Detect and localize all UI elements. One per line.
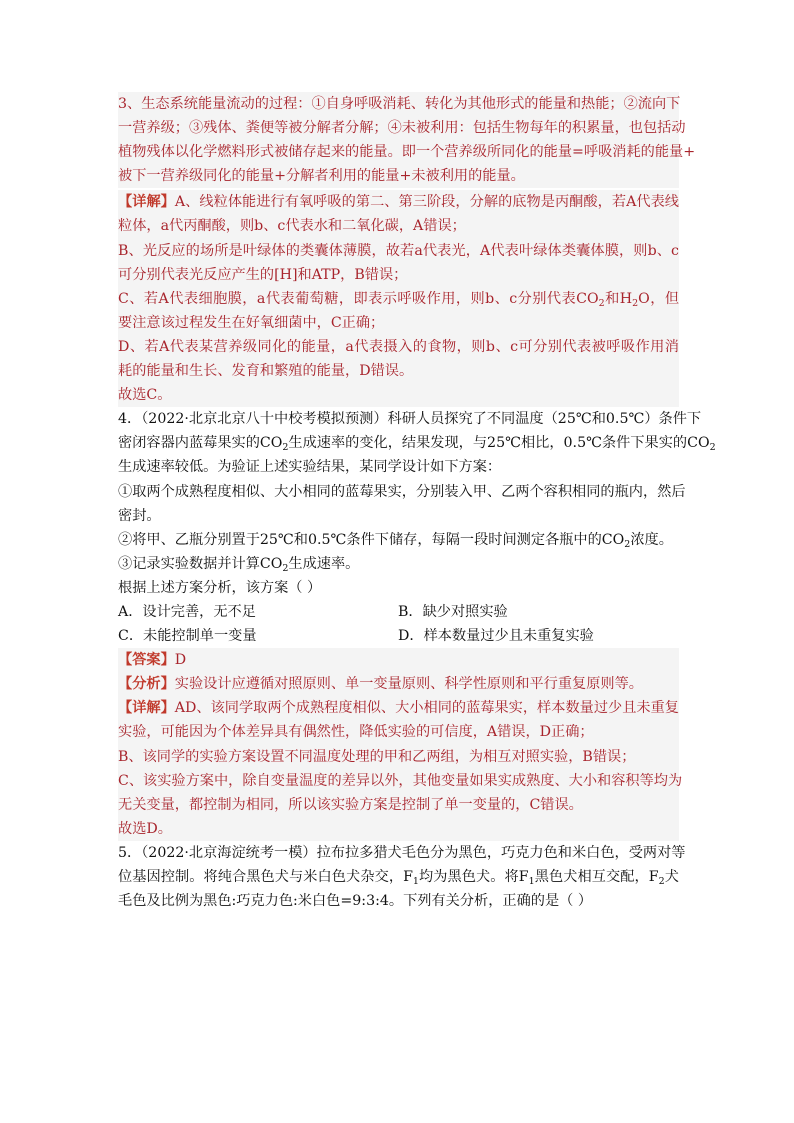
option-b: B．缺少对照实验	[398, 603, 508, 620]
detail-tag: 【详解】	[118, 194, 175, 211]
question-line: 生成速率较低。为验证上述实验结果，某同学设计如下方案：	[118, 459, 502, 476]
note-line: 被下一营养级同化的能量+分解者利用的能量+未被利用的能量。	[118, 168, 525, 185]
question-4	[118, 407, 716, 648]
option-c: C．未能控制单一变量	[118, 628, 257, 645]
detail-line: 实验，可能因为个体差异具有偶然性，降低实验的可信度，A错误，D正确；	[118, 724, 594, 741]
detail-line: D、若A代表某营养级同化的能量，a代表摄入的食物，则b、c可分别代表被呼吸作用消	[118, 338, 679, 355]
solution-section-q4	[118, 648, 683, 841]
note-line: 一营养级；③残体、粪便等被分解者分解；④未被利用：包括生物每年的积累量，也包括动	[118, 120, 686, 137]
note-line: 植物残体以化学燃料形式被储存起来的能量。即一个营养级所同化的能量=呼吸消耗的能量+	[118, 144, 696, 161]
question-line: 根据上述方案分析，该方案（ ）	[118, 579, 322, 596]
detail-line: B、该同学的实验方案设置不同温度处理的甲和乙两组，为相互对照实验，B错误；	[118, 748, 636, 765]
question-line: ①取两个成熟程度相似、大小相同的蓝莓果实，分别装入甲、乙两个容积相同的瓶内，然后	[118, 483, 686, 500]
detail-line: B、光反应的场所是叶绿体的类囊体薄膜，故若a代表光，A代表叶绿体类囊体膜，则b、c	[118, 242, 679, 259]
options-row	[118, 600, 679, 624]
question-5	[118, 841, 686, 913]
question-line: ②将甲、乙瓶分别置于25℃和0.5℃条件下储存，每隔一段时间测定各瓶中的$CO_2$浓度。	[118, 531, 673, 550]
detail-line: 耗的能量和生长、发育和繁殖的能量，D错误。	[118, 363, 414, 380]
detail-line: C、若A代表细胞膜，a代表葡萄糖，即表示呼吸作用，则b、c分别代表$CO_2$和$H_2O$，但	[118, 290, 680, 309]
detail-line: 粒体，a代丙酮酸，则b、c代表水和二氧化碳，A错误；	[118, 218, 466, 235]
question-line: 位基因控制。将纯合黑色犬与米白色犬杂交，$F_1$均为黑色犬。将$F_1$黑色犬相互交配，$F_2$犬	[118, 869, 679, 887]
detail-section-q3	[118, 190, 679, 407]
knowledge-note	[118, 92, 696, 188]
detail-line: C、该实验方案中，除自变量温度的差异以外，其他变量如果实成熟度、大小和容积等均为	[118, 772, 683, 789]
question-line: 密封。	[118, 507, 161, 524]
detail-line: 【详解】A、线粒体能进行有氧呼吸的第二、第三阶段，分解的底物是丙酮酸，若A代表线	[118, 194, 679, 211]
question-line: ③记录实验数据并计算$CO_2$生成速率。	[118, 555, 360, 574]
document-content	[118, 92, 716, 913]
answer-line	[118, 648, 679, 672]
analysis-tag: 【分析】	[118, 676, 175, 693]
question-line: 毛色及比例为黑色:巧克力色:米白色=9:3:4。下列有关分析，正确的是（ ）	[118, 893, 593, 910]
answer-value: D	[174, 652, 187, 669]
detail-tag: 【详解】	[118, 700, 175, 717]
question-line: 密闭容器内蓝莓果实的$CO_2$生成速率的变化，结果发现，与25℃相比，0.5℃条件下果实的$CO_2$	[118, 435, 716, 454]
options-row	[118, 624, 679, 648]
question-line: 4．（2022·北京北京八十中校考模拟预测）科研人员探究了不同温度（25℃和0.5℃）条件下	[118, 411, 702, 428]
question-line: 5．（2022·北京海淀统考一模）拉布拉多猎犬毛色分为黑色，巧克力色和米白色，受两对等	[118, 844, 686, 861]
detail-line: 可分别代表光反应产生的[H]和ATP，B错误；	[118, 266, 408, 283]
detail-conclusion: 故选D。	[118, 820, 172, 837]
detail-line: 无关变量，都控制为相同，所以该实验方案是控制了单一变量的，C错误。	[118, 796, 583, 813]
option-d: D．样本数量过少且未重复实验	[398, 628, 594, 645]
detail-line: 【详解】AD、该同学取两个成熟程度相似、大小相同的蓝莓果实，样本数量过少且未重复	[118, 700, 679, 717]
option-a: A．设计完善，无不足	[118, 603, 256, 620]
detail-line: 要注意该过程发生在好氧细菌中，C正确；	[118, 314, 385, 331]
note-line: 3、生态系统能量流动的过程：①自身呼吸消耗、转化为其他形式的能量和热能；②流向下	[118, 96, 681, 112]
analysis-line: 【分析】实验设计应遵循对照原则、单一变量原则、科学性原则和平行重复原则等。	[118, 676, 643, 693]
answer-tag: 【答案】	[118, 652, 175, 669]
detail-conclusion: 故选C。	[118, 387, 172, 404]
